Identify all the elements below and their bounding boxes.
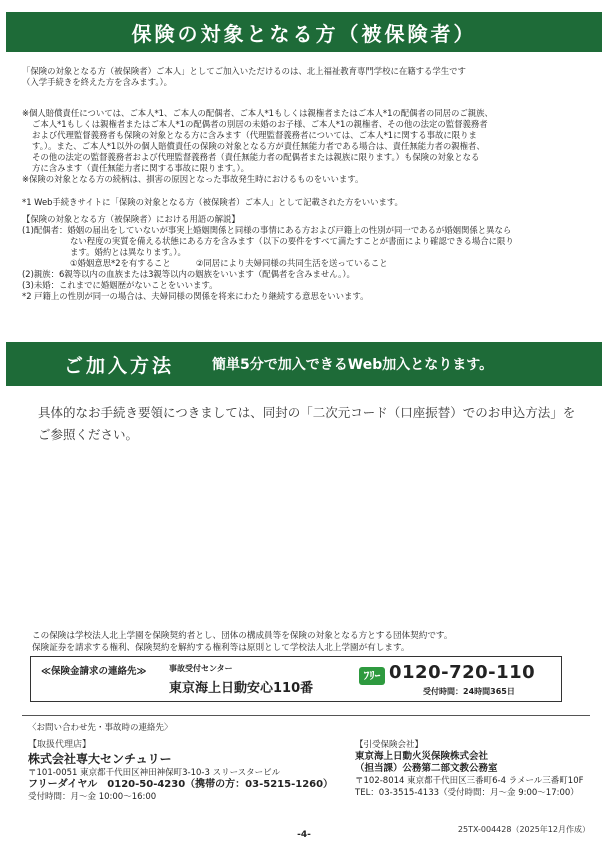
terms-section <box>22 214 590 302</box>
section-2-banner <box>6 342 602 386</box>
policy-note-1: この保険は学校法人北上学園を保険契約者とし、団体の構成員等を保険の対象となる方とする団体契約です。 <box>32 631 453 641</box>
divider <box>22 715 590 716</box>
terms-spouse-3: ます。婚約とは異なります。）。 <box>70 247 186 257</box>
terms-relatives: (2)親族：6親等以内の血族または3親等以内の姻族をいいます（配偶者を含みません。）。 <box>22 269 355 279</box>
policy-notes <box>32 630 590 654</box>
terms-spouse-2: ない程度の実質を備える状態にある方を含みます（以下の要件をすべて満たすことが書面により確認できる場合に限り <box>70 236 514 246</box>
relationship-note: ※保険の対象となる方の続柄は、損害の原因となった事故発生時におけるものをいいます。 <box>22 174 364 184</box>
claim-contact-box <box>30 656 562 702</box>
insurer-dept: （担当課）公務第二部文教公務室 <box>355 763 498 774</box>
note-line-4: す。）。また、ご本人*1以外の個人賠償責任の保険の対象となる方が責任無能力者である場合は、責任無能力者の親権者、 <box>32 141 485 151</box>
liability-note <box>22 108 590 185</box>
section-1-title: 保険の対象となる方（被保険者） <box>131 21 477 46</box>
terms-title: 【保険の対象となる方（被保険者）における用語の解説】 <box>22 214 240 224</box>
page-number: -4- <box>297 830 311 840</box>
claim-hours: 受付時間：24時間365日 <box>423 687 515 696</box>
note-line-2: ご本人*1もしくは親権者またはご本人*1の配偶者の別居の未婚のお子様、ご本人*1の親権者、その他の法定の監督義務者 <box>32 119 488 129</box>
insurer-address: 〒102-8014 東京都千代田区三番町6-4 ラメール三番町10F <box>355 776 584 786</box>
terms-requirements: ①婚姻意思*2を有すること ②同居により夫婦同様の共同生活を送っていること <box>70 258 388 268</box>
section-1-banner <box>6 12 602 52</box>
insurer-name: 東京海上日動火災保険株式会社 <box>355 751 489 762</box>
instructions-line-2: ご参照ください。 <box>38 427 139 442</box>
agent-block <box>28 739 333 803</box>
insurer-phone[interactable]: TEL：03-3515-4133（受付時間：月～金 9:00～17:00） <box>355 788 579 798</box>
footnote-1: *1 Web手続きサイトに「保険の対象となる方（被保険者）ご本人」として記載された方をいいます。 <box>22 197 403 207</box>
section-2-subtitle: 簡単5分で加入できるWeb加入となります。 <box>212 357 494 373</box>
insurer-block <box>355 739 584 799</box>
document-code: 25TX-004428（2025年12月作成） <box>457 825 590 834</box>
terms-spouse-1: (1)配偶者：婚姻の届出をしていないが事実上婚姻関係と同様の事情にある方および戸籍上の性別が同一であるが婚姻関係と異なら <box>22 225 512 235</box>
agent-name: 株式会社専大センチュリー <box>28 752 172 766</box>
freedial-icon: ﾌﾘｰ <box>359 667 385 685</box>
claim-center-name: 東京海上日動安心110番 <box>169 681 314 696</box>
claim-label: ≪保険金請求の連絡先≫ <box>41 666 147 677</box>
intro-line-1: 「保険の対象となる方（被保険者）ご本人」としてご加入いただけるのは、北上福祉教育専門学校に在籍する学生です <box>22 66 466 76</box>
note-line-3: および代理監督義務者も保険の対象となる方に含みます（代理監督義務者については、ご本人*1に関する事故に限りま <box>32 130 477 140</box>
intro-line-2: （入学手続きを終えた方を含みます。）。 <box>22 77 173 87</box>
agent-phone[interactable]: フリーダイヤル 0120-50-4230（携帯の方：03-5215-1260） <box>28 779 334 790</box>
instructions-line-1: 具体的なお手続き要領につきましては、同封の「二次元コード（口座振替）でのお申込方法」を <box>38 405 576 420</box>
policy-note-2: 保険証券を請求する権利、保険契約を解約する権利等は原則として学校法人北上学園が有します。 <box>32 643 410 653</box>
claim-phone[interactable]: 0120-720-110 <box>389 662 536 683</box>
section-2-title: ご加入方法 <box>64 354 175 377</box>
note-line-5: その他の法定の監督義務者および代理監督義務者（責任無能力者の配偶者または親族に限ります。）も保険の対象となる <box>32 152 480 162</box>
insurer-heading: 【引受保険会社】 <box>355 740 424 750</box>
note-line-6: 方に含みます（責任無能力者に関する事故に限ります。）。 <box>32 163 250 173</box>
agent-hours: 受付時間：月～金 10:00～16:00 <box>28 792 157 802</box>
footnote-2: *2 戸籍上の性別が同一の場合は、夫婦同様の関係を将来にわたり継続する意思をいいます。 <box>22 291 369 301</box>
section-1-intro <box>22 66 590 88</box>
terms-unmarried: (3)未婚：これまでに婚姻歴がないことをいいます。 <box>22 280 218 290</box>
note-line-1: ※個人賠償責任については、ご本人*1、ご本人の配偶者、ご本人*1もしくは親権者またはご本人*1の配偶者の同居のご親族、 <box>22 108 493 118</box>
enrollment-instructions <box>38 402 590 446</box>
agent-heading: 【取扱代理店】 <box>28 740 92 750</box>
claim-desk: 事故受付センター <box>169 664 233 673</box>
inquiry-label: 〈お問い合わせ先・事故時の連絡先〉 <box>28 723 173 733</box>
agent-address: 〒101-0051 東京都千代田区神田神保町3-10-3 スリースタービル <box>28 768 281 778</box>
